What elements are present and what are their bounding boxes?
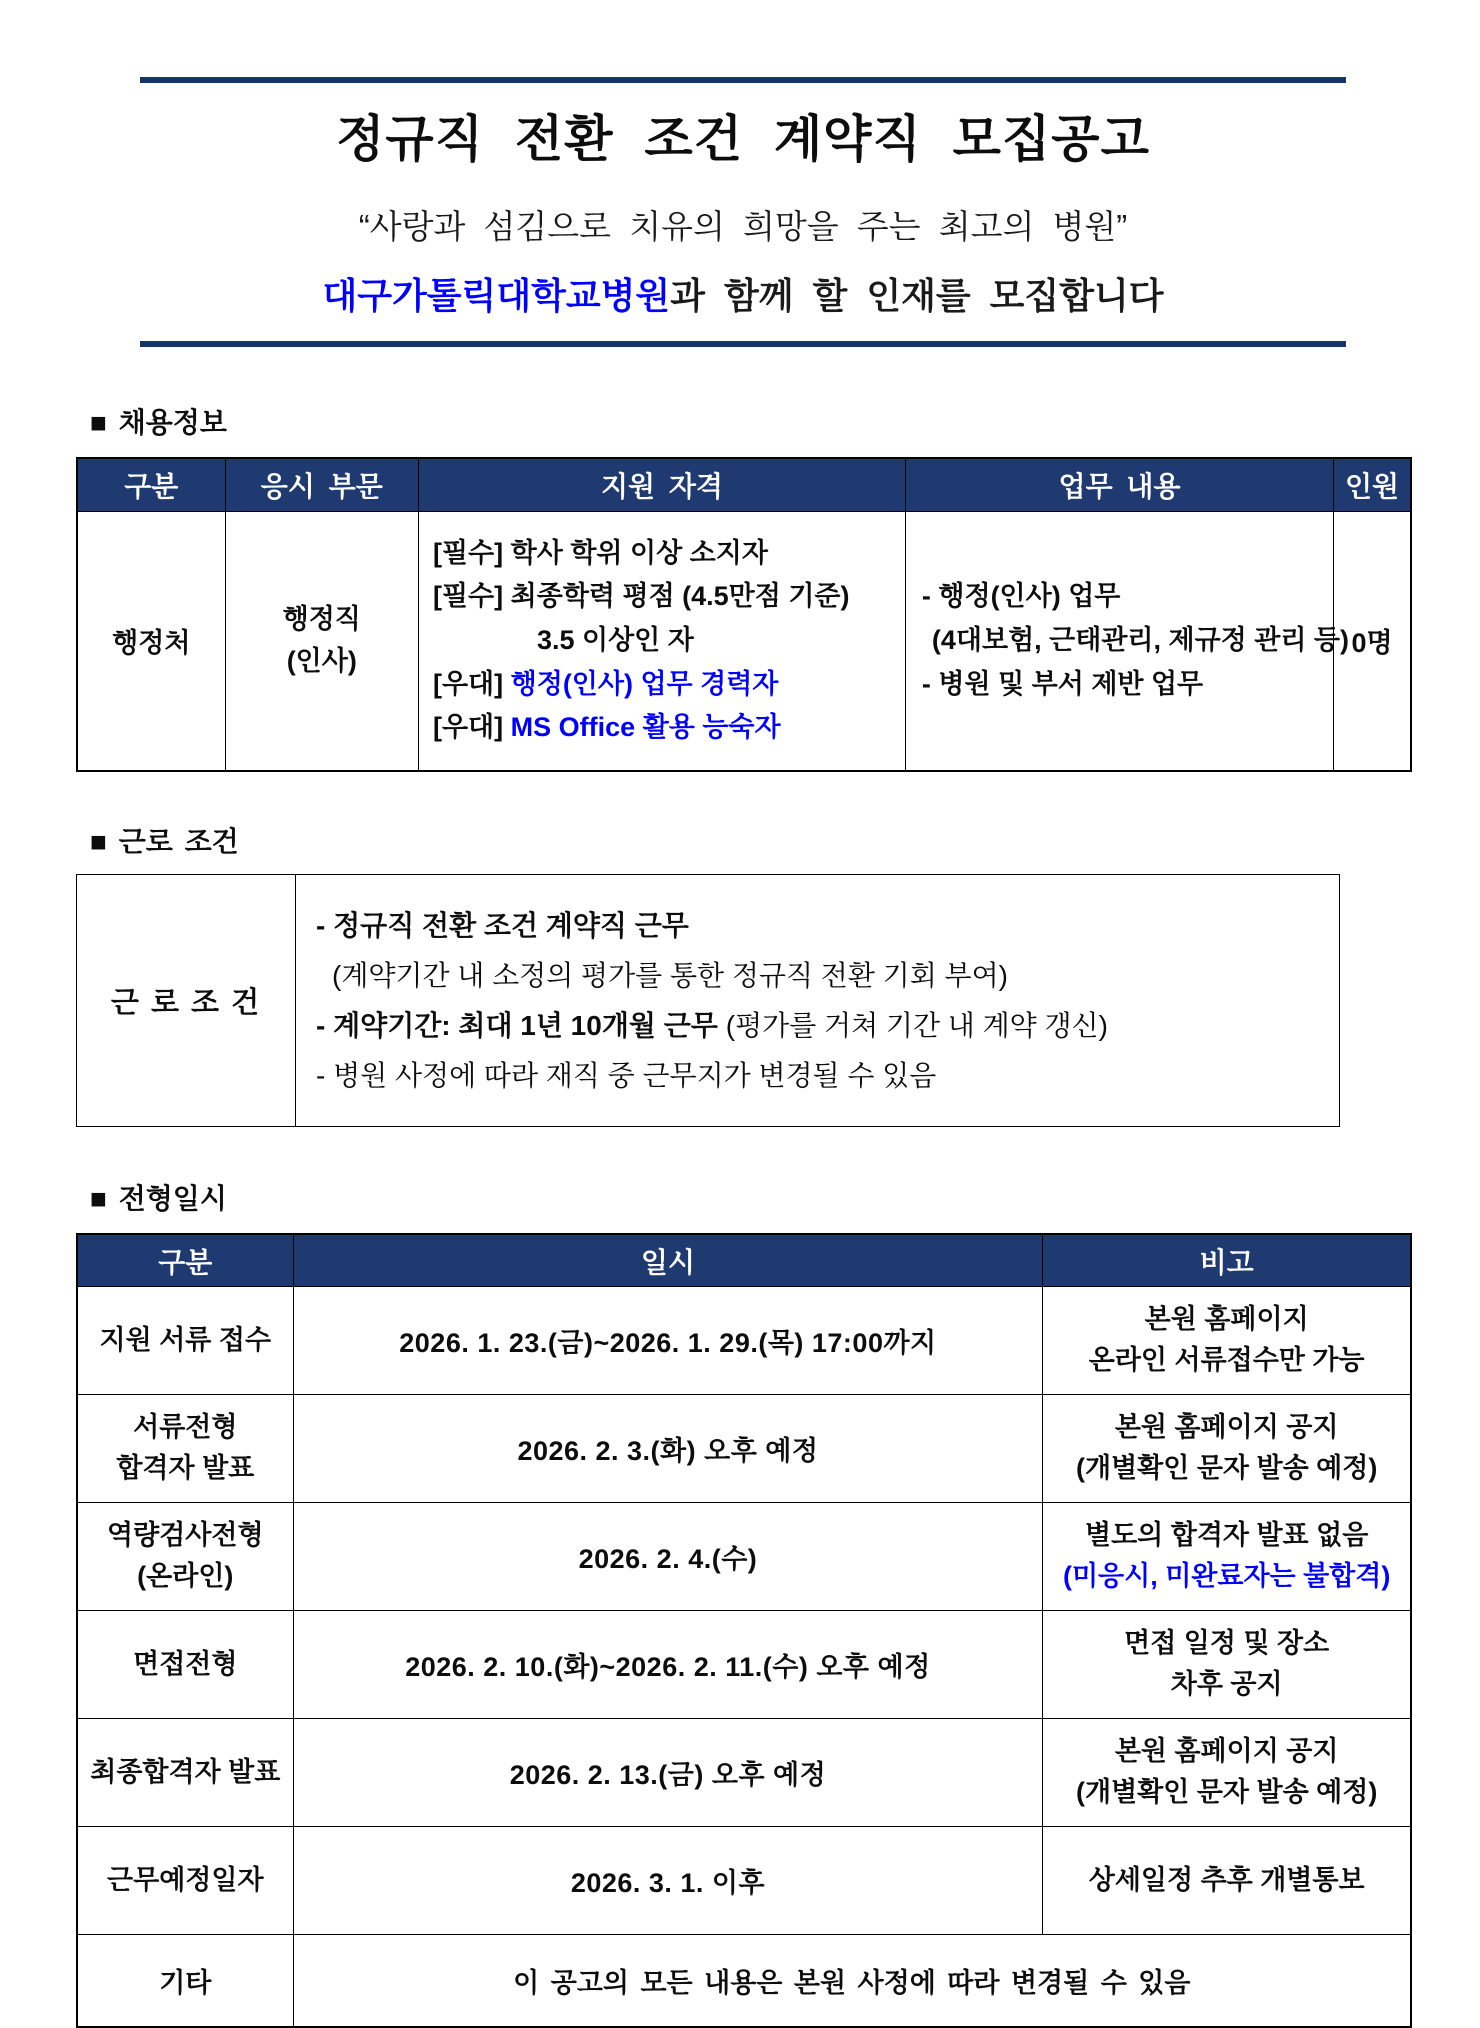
work-conditions-row [77,875,1340,1127]
page-title: 정규직 전환 조건 계약직 모집공고 [336,111,1150,167]
bottom-rule [140,341,1346,347]
col-header-qualification: 지원 자격 [418,458,905,511]
condition-line: - 계약기간: 최대 1년 10개월 근무 (평가를 거쳐 기간 내 계약 갱신) [316,1009,1108,1041]
recruit-header-row [77,458,1411,511]
condition-line: - 정규직 전환 조건 계약직 근무 [316,910,689,942]
section-recruit-info: ■ 채용정보 [90,407,227,438]
field-line1: 행정직 [282,603,361,634]
col-header-datetime: 일시 [293,1234,1043,1286]
conditions-label: 근 로 조 건 [77,875,296,1127]
section-schedule: ■ 전형일시 [90,1183,227,1215]
cell-division: 행정처 [77,511,225,771]
col-header-field: 응시 부문 [225,458,418,511]
schedule-date: 2026. 2. 4.(수) [293,1502,1043,1610]
col-header-category: 구분 [77,1234,293,1286]
qual-line: [필수] 학사 학위 이상 소지자 [432,537,768,568]
recruit-subtitle [140,268,1346,319]
section-work-conditions: ■ 근로 조건 [90,826,239,858]
condition-line: - 병원 사정에 따라 재직 중 근무지가 변경될 수 있음 [316,1059,937,1091]
schedule-row-interview [77,1610,1411,1718]
top-rule [140,77,1346,83]
schedule-row-start-date [77,1826,1411,1934]
schedule-remark: 본원 홈페이지 공지 (개별확인 문자 발송 예정) [1043,1394,1411,1502]
schedule-remark: 별도의 합격자 발표 없음 (미응시, 미완료자는 불합격) [1043,1502,1411,1610]
duty-line: - 병원 및 부서 제반 업무 [921,668,1204,699]
schedule-date: 2026. 1. 23.(금)~2026. 1. 29.(목) 17:00까지 [293,1286,1043,1394]
schedule-remark: 본원 홈페이지 공지 (개별확인 문자 발송 예정) [1043,1718,1411,1826]
slogan-text: “사랑과 섬김으로 치유의 희망을 주는 최고의 병원” [358,208,1128,245]
etc-note: 이 공고의 모든 내용은 본원 사정에 따라 변경될 수 있음 [293,1934,1411,2027]
job-posting-document [0,77,1480,2028]
schedule-label: 지원 서류 접수 [77,1286,293,1394]
recruit-info-table [76,457,1412,772]
schedule-date: 2026. 2. 10.(화)~2026. 2. 11.(수) 오후 예정 [293,1610,1043,1718]
schedule-date: 2026. 3. 1. 이후 [293,1826,1043,1934]
schedule-label: 최종합격자 발표 [77,1718,293,1826]
schedule-date: 2026. 2. 13.(금) 오후 예정 [293,1718,1043,1826]
schedule-date: 2026. 2. 3.(화) 오후 예정 [293,1394,1043,1502]
cell-duty [905,511,1349,771]
field-line2: (인사) [286,645,357,676]
duty-line: (4대보험, 근태관리, 제규정 관리 등) [931,624,1349,655]
schedule-remark: 상세일정 추후 개별통보 [1043,1826,1411,1934]
document-header [140,77,1346,347]
col-header-remark: 비고 [1043,1234,1411,1286]
schedule-label: 기타 [77,1934,293,2027]
schedule-label: 서류전형 합격자 발표 [77,1394,293,1502]
qual-line: [우대] 행정(인사) 업무 경력자 [432,668,779,699]
qual-line: [우대] MS Office 활용 능숙자 [432,712,781,743]
schedule-remark: 면접 일정 및 장소 차후 공지 [1043,1610,1411,1718]
recruit-data-row [77,511,1411,771]
conditions-content [296,875,1340,1127]
schedule-label: 근무예정일자 [77,1826,293,1934]
schedule-row-application [77,1286,1411,1394]
schedule-row-document-result [77,1394,1411,1502]
hospital-name: 대구가톨릭대학교병원 [322,275,671,316]
schedule-table [76,1233,1412,2028]
cell-headcount: 0명 [1334,511,1411,771]
work-conditions-table [76,874,1340,1127]
cell-qualification [418,511,905,771]
qual-line: 3.5 이상인 자 [536,624,694,655]
schedule-row-final-result [77,1718,1411,1826]
col-header-headcount: 인원 [1334,458,1411,511]
col-header-division: 구분 [77,458,225,511]
schedule-row-etc [77,1934,1411,2027]
schedule-label: 역량검사전형 (온라인) [77,1502,293,1610]
col-header-duty: 업무 내용 [905,458,1333,511]
schedule-remark: 본원 홈페이지 온라인 서류접수만 가능 [1043,1286,1411,1394]
condition-line: (계약기간 내 소정의 평가를 통한 정규직 전환 기회 부여) [332,960,1008,991]
cell-field [225,511,418,771]
schedule-label: 면접전형 [77,1610,293,1718]
recruit-subtitle-rest: 과 함께 할 인재를 모집합니다 [670,275,1164,316]
schedule-row-competency-test [77,1502,1411,1610]
schedule-header-row [77,1234,1411,1286]
duty-line: - 행정(인사) 업무 [921,581,1121,612]
qual-line: [필수] 최종학력 평점 (4.5만점 기준) [432,581,850,612]
